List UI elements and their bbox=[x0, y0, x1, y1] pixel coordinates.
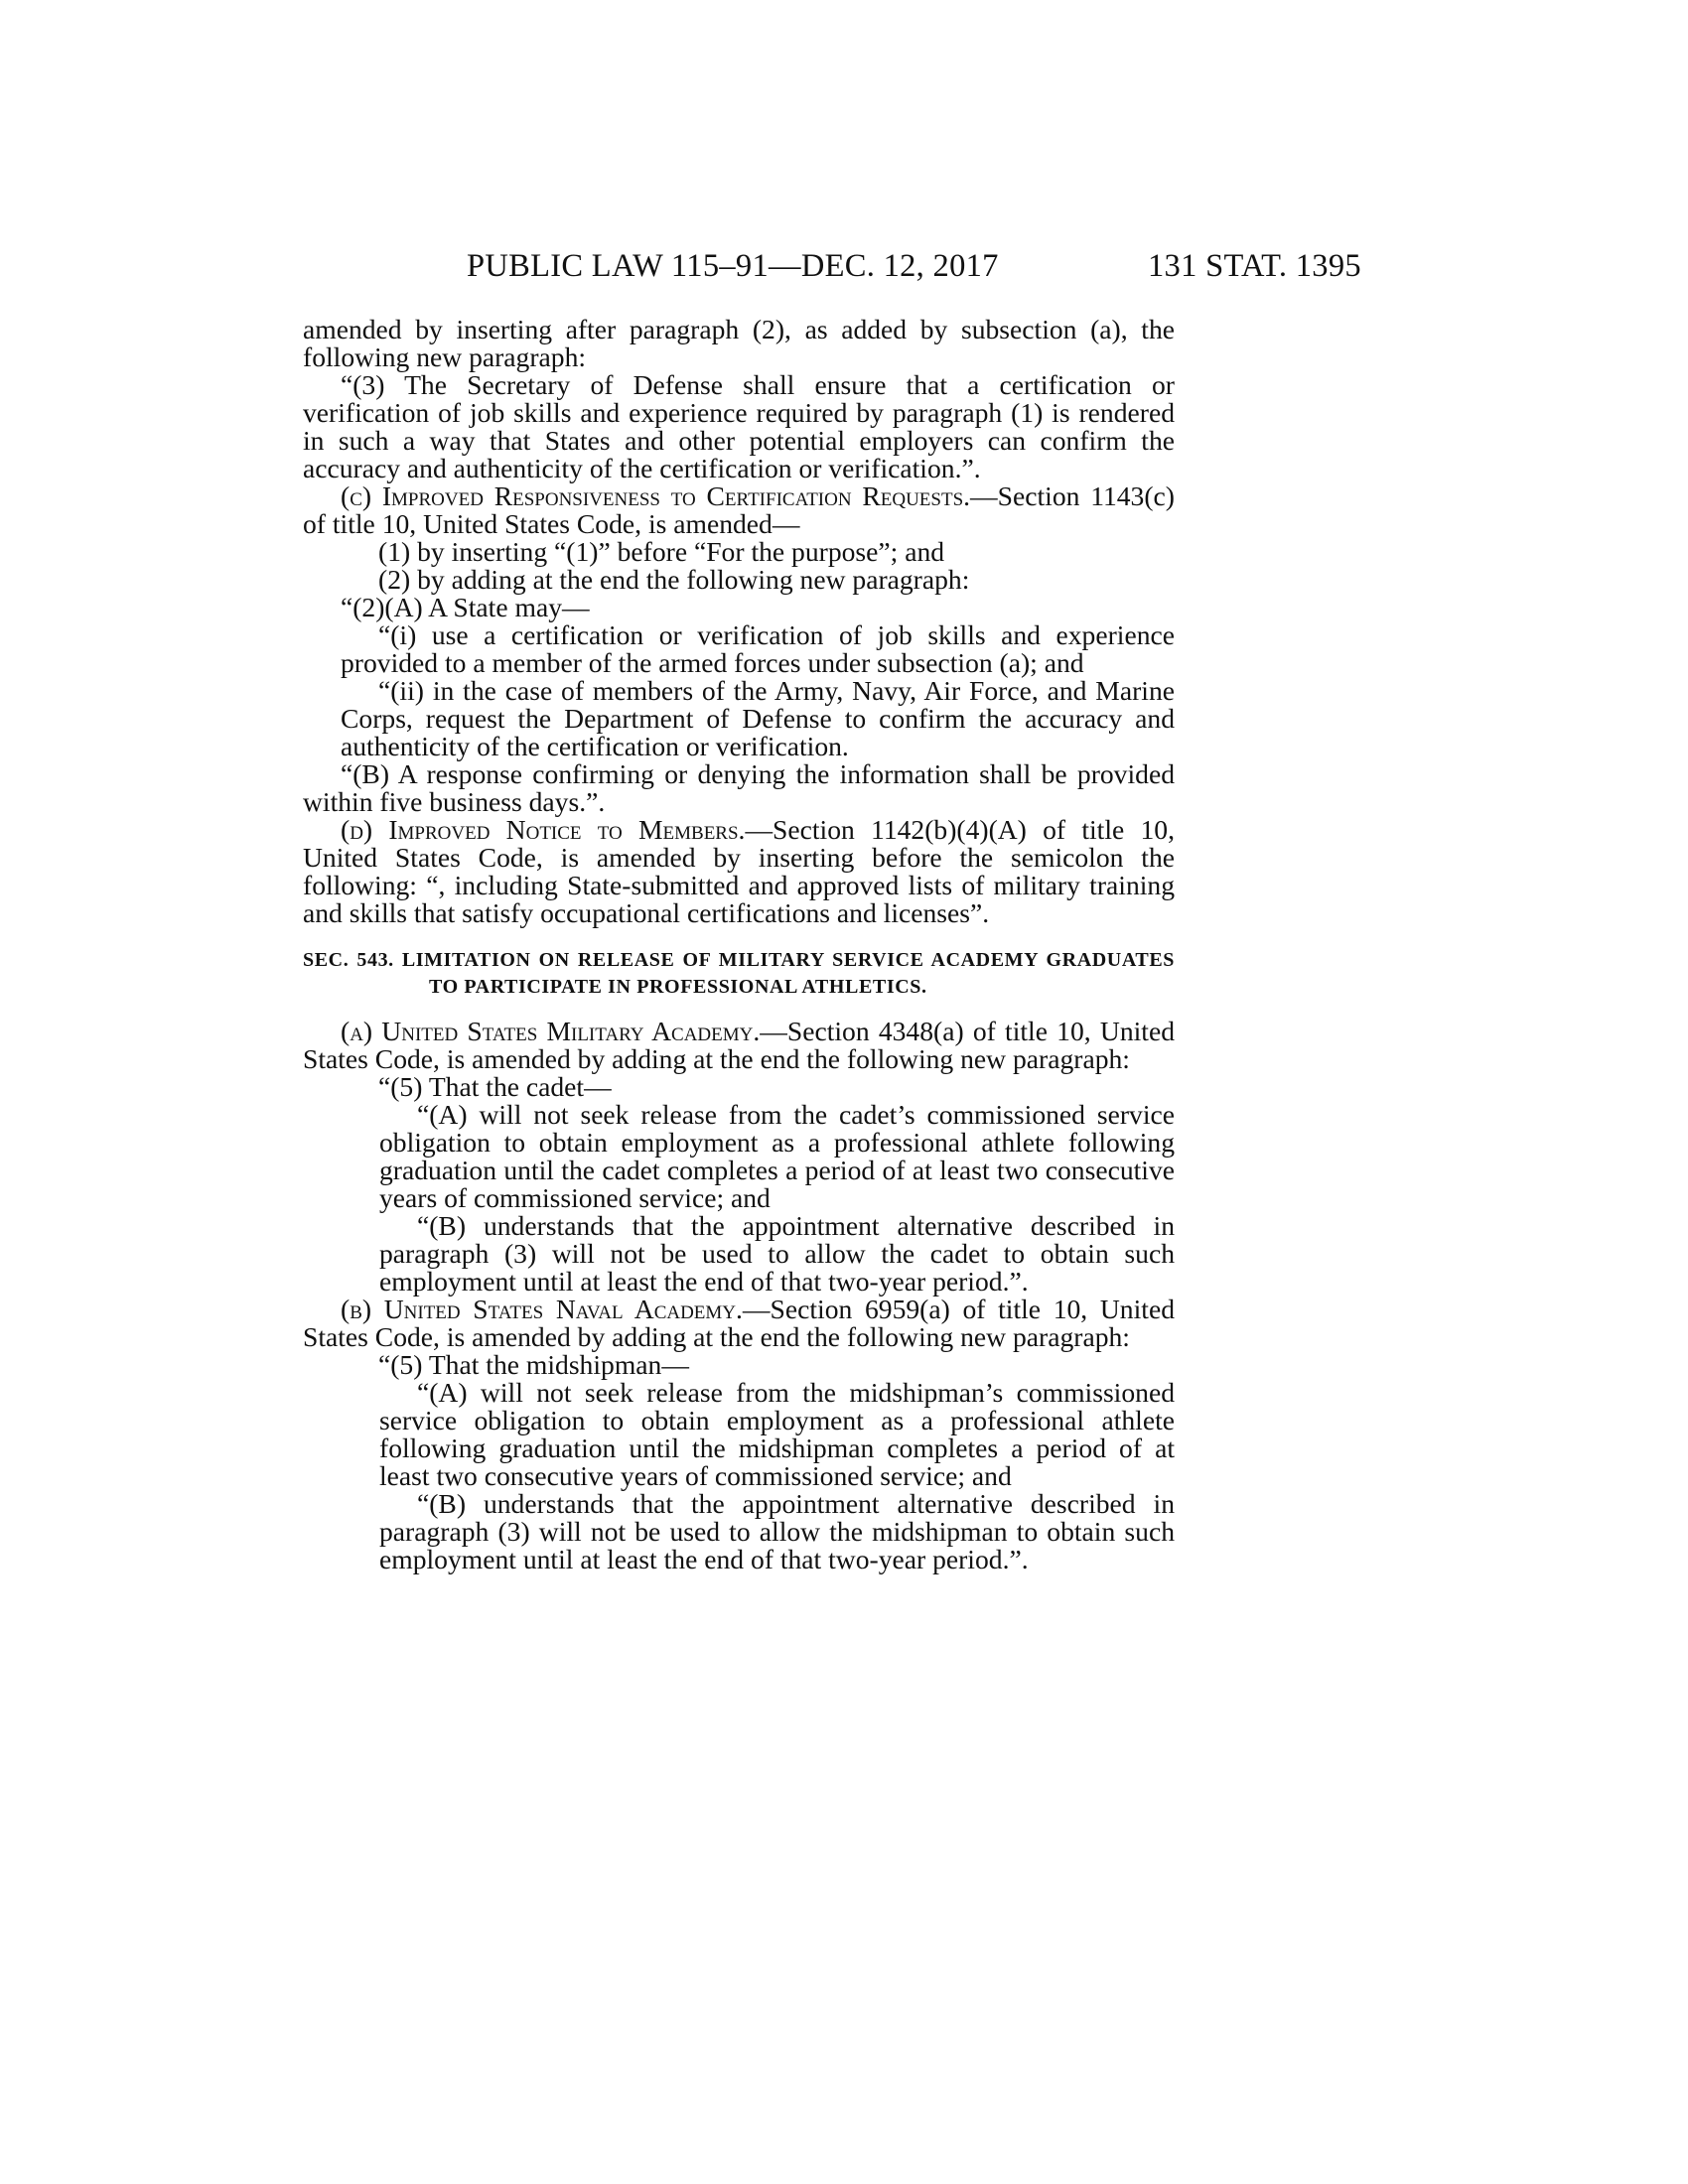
quoted-paragraph: “(B) A response confirming or denying the information shall be provided within five business days.”. bbox=[303, 758, 1175, 817]
subsection-b bbox=[303, 1296, 1175, 1351]
clause-item: “(i) use a certification or verification of job skills and experience provided to a member of the armed forces under subsection (a); and bbox=[341, 619, 1175, 678]
subsection-heading: (b) United States Naval Academy.— bbox=[341, 1294, 771, 1324]
subparagraph-item: “(A) will not seek release from the cadet’s commissioned service obligation to obtain employment as a professional athlete following graduation until the cadet completes a period of at least two consecutive years of commissioned service; and bbox=[379, 1099, 1175, 1213]
subsection-heading: (a) United States Military Academy.— bbox=[341, 1016, 787, 1046]
quoted-paragraph: “(5) That the midshipman— bbox=[378, 1349, 689, 1380]
clause-item: “(ii) in the case of members of the Army, Navy, Air Force, and Marine Corps, request the Department of Defense to confirm the accuracy and authenticity of the certification or verification. bbox=[341, 675, 1175, 761]
subsection-text: Section 1142(b)(4)(A) of title 10, United States Code, is amended by inserting before the semicolon the following: “, including State-submitted and approved lists of military training and skills that satisfy occupational certifications and licenses”. bbox=[303, 814, 1175, 928]
quoted-paragraph: “(5) That the cadet— bbox=[378, 1071, 612, 1102]
subsection-heading: (c) Improved Responsiveness to Certification Requests.— bbox=[341, 480, 998, 511]
subsection-a bbox=[303, 1018, 1175, 1073]
quoted-paragraph: “(2)(A) A State may— bbox=[341, 592, 590, 622]
subsection-d bbox=[303, 816, 1175, 927]
subsection-c bbox=[303, 482, 1175, 538]
running-header: PUBLIC LAW 115–91—DEC. 12, 2017 bbox=[467, 248, 999, 284]
subparagraph-item: “(B) understands that the appointment alternative described in paragraph (3) will not be used to allow the midshipman to obtain such employment until at least the end of that two-year period.”. bbox=[379, 1488, 1175, 1574]
section-heading: SEC. 543. LIMITATION ON RELEASE OF MILITARY SERVICE ACADEMY GRADUATES TO PARTICIPATE IN PROFESSIONAL ATHLETICS. bbox=[303, 949, 1175, 998]
paragraph-item: (2) by adding at the end the following new paragraph: bbox=[378, 564, 970, 595]
subparagraph-item: “(A) will not seek release from the midshipman’s commissioned service obligation to obtain employment as a professional athlete following graduation until the midshipman completes a period of at least two consecutive years of commissioned service; and bbox=[379, 1377, 1175, 1491]
subsection-text: Section 6959(a) of title 10, United States Code, is amended by adding at the end the following new paragraph: bbox=[303, 1294, 1175, 1352]
subsection-heading: (d) Improved Notice to Members.— bbox=[341, 814, 774, 845]
body-text bbox=[303, 316, 1175, 1573]
statute-page-citation: 131 STAT. 1395 bbox=[1148, 248, 1361, 284]
quoted-paragraph: “(3) The Secretary of Defense shall ensure that a certification or verification of job skills and experience required by paragraph (1) is rendered in such a way that States and other potential employers can confirm the accuracy and authenticity of the certification or verification.”. bbox=[303, 369, 1175, 483]
subsection-text: Section 1143(c) of title 10, United States Code, is amended— bbox=[303, 480, 1175, 539]
subsection-text: Section 4348(a) of title 10, United States Code, is amended by adding at the end the following new paragraph: bbox=[303, 1016, 1175, 1074]
paragraph: amended by inserting after paragraph (2), as added by subsection (a), the following new paragraph: bbox=[303, 314, 1175, 372]
subparagraph-item: “(B) understands that the appointment alternative described in paragraph (3) will not be used to allow the cadet to obtain such employment until at least the end of that two-year period.”. bbox=[379, 1210, 1175, 1297]
paragraph-item: (1) by inserting “(1)” before “For the purpose”; and bbox=[378, 536, 945, 567]
